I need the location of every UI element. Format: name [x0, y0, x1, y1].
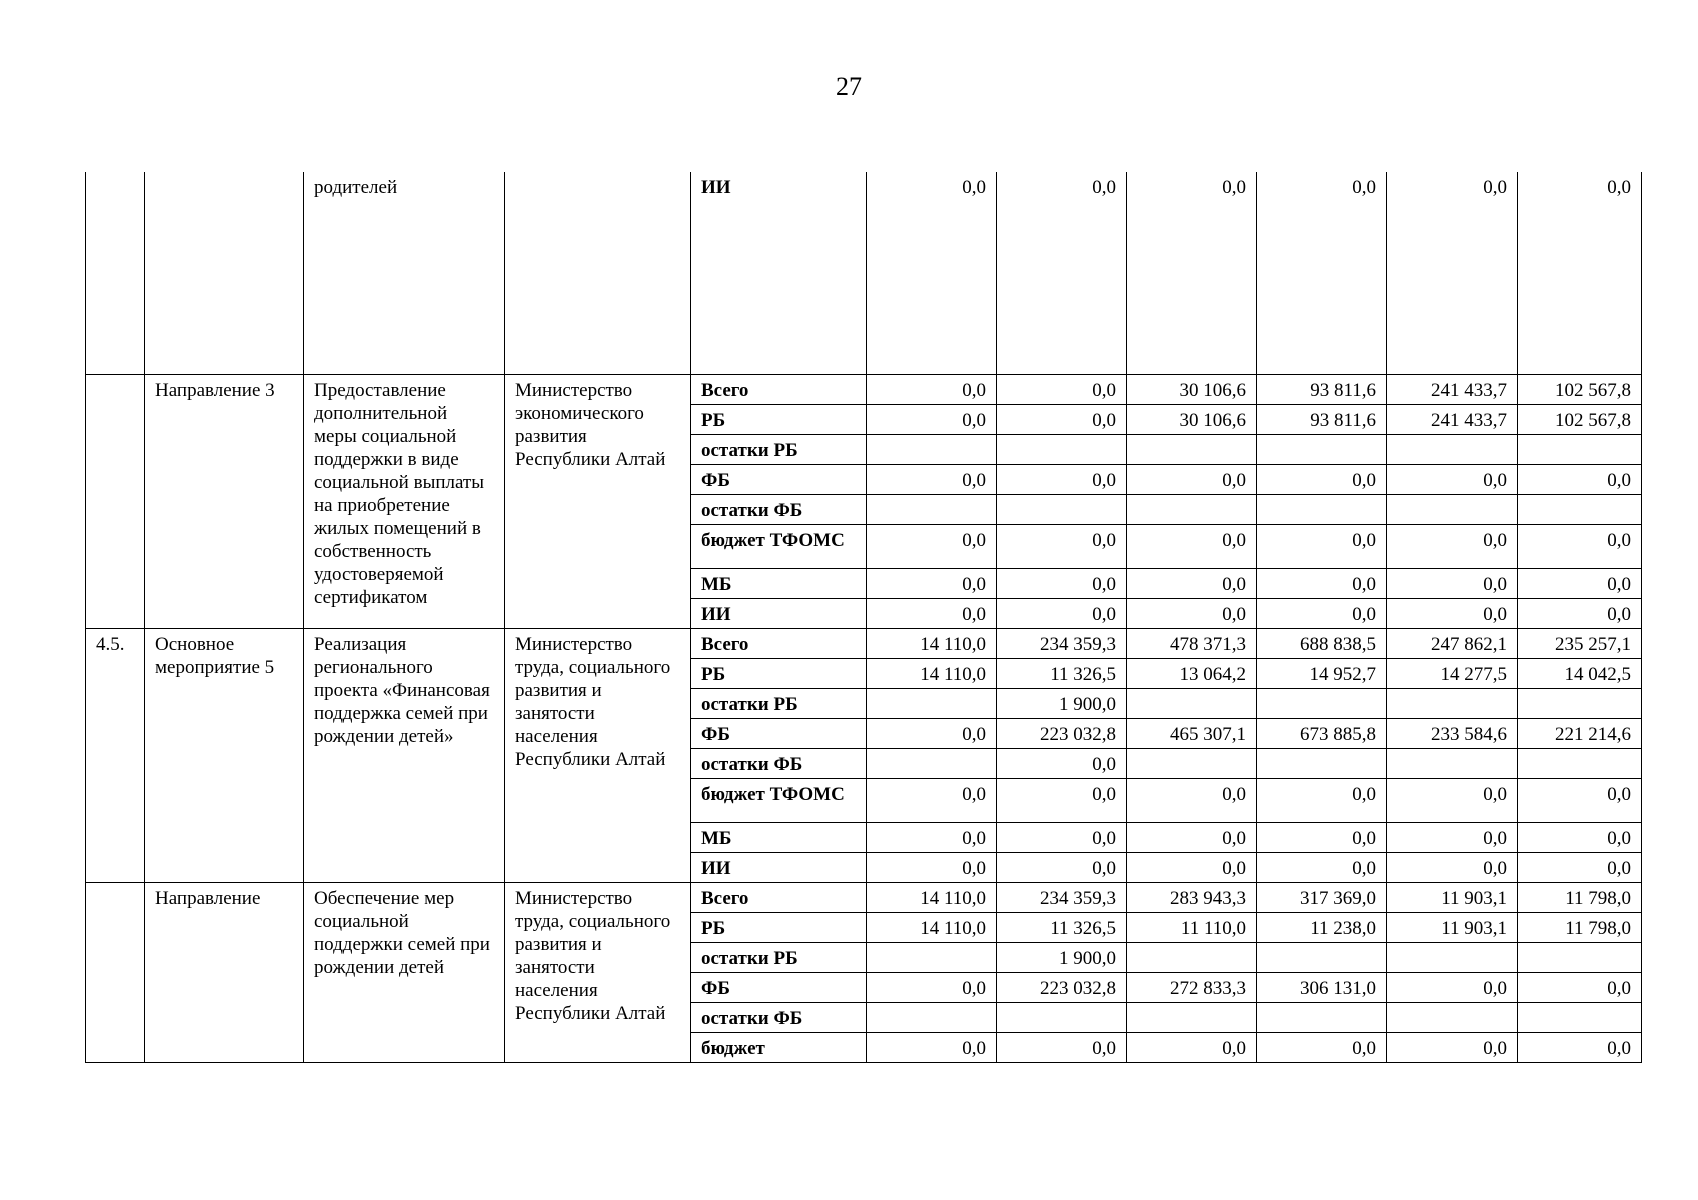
cell-amount: 306 131,0	[1257, 972, 1387, 1002]
cell-amount: 0,0	[1257, 598, 1387, 628]
cell-number	[86, 882, 145, 1062]
cell-number	[86, 172, 145, 374]
cell-executor: Министерство труда, социального развития и занятости населения Республики Алтай	[505, 882, 691, 1062]
cell-amount	[867, 494, 997, 524]
cell-funding-source: Всего	[691, 374, 867, 404]
cell-event-name: Направление 3	[145, 374, 304, 628]
cell-amount: 0,0	[997, 374, 1127, 404]
cell-amount: 0,0	[1518, 464, 1642, 494]
cell-amount: 0,0	[867, 598, 997, 628]
cell-amount: 11 798,0	[1518, 882, 1642, 912]
cell-amount: 221 214,6	[1518, 718, 1642, 748]
cell-amount: 0,0	[867, 568, 997, 598]
cell-amount: 234 359,3	[997, 882, 1127, 912]
cell-amount: 478 371,3	[1127, 628, 1257, 658]
cell-amount: 1 900,0	[997, 688, 1127, 718]
cell-amount: 11 903,1	[1387, 882, 1518, 912]
cell-amount: 14 110,0	[867, 882, 997, 912]
table-body	[86, 172, 1642, 1062]
cell-amount: 0,0	[1127, 1032, 1257, 1062]
cell-amount	[1257, 1002, 1387, 1032]
cell-amount: 0,0	[1387, 778, 1518, 822]
cell-funding-source: Всего	[691, 882, 867, 912]
cell-funding-source: МБ	[691, 568, 867, 598]
cell-amount	[1127, 688, 1257, 718]
cell-funding-source: бюджет	[691, 1032, 867, 1062]
cell-funding-source: остатки ФБ	[691, 748, 867, 778]
cell-amount: 0,0	[1387, 598, 1518, 628]
cell-funding-source: остатки ФБ	[691, 494, 867, 524]
cell-executor: Министерство труда, социального развития и занятости населения Республики Алтай	[505, 628, 691, 882]
cell-amount: 673 885,8	[1257, 718, 1387, 748]
cell-amount: 14 110,0	[867, 628, 997, 658]
cell-amount: 234 359,3	[997, 628, 1127, 658]
cell-amount: 14 110,0	[867, 912, 997, 942]
cell-amount: 0,0	[997, 748, 1127, 778]
cell-amount	[1387, 1002, 1518, 1032]
cell-amount	[1257, 494, 1387, 524]
cell-amount: 0,0	[1518, 822, 1642, 852]
cell-amount	[1387, 942, 1518, 972]
cell-amount: 0,0	[997, 568, 1127, 598]
cell-amount	[1257, 942, 1387, 972]
cell-amount: 0,0	[1387, 822, 1518, 852]
cell-amount: 688 838,5	[1257, 628, 1387, 658]
cell-amount	[997, 1002, 1127, 1032]
cell-amount: 102 567,8	[1518, 374, 1642, 404]
cell-amount	[867, 942, 997, 972]
cell-amount: 0,0	[1127, 172, 1257, 374]
cell-funding-source: ИИ	[691, 598, 867, 628]
cell-amount: 30 106,6	[1127, 374, 1257, 404]
cell-amount: 93 811,6	[1257, 404, 1387, 434]
cell-amount	[1387, 494, 1518, 524]
cell-amount: 0,0	[867, 464, 997, 494]
cell-amount: 241 433,7	[1387, 374, 1518, 404]
cell-amount	[867, 748, 997, 778]
cell-amount	[1127, 1002, 1257, 1032]
cell-amount: 241 433,7	[1387, 404, 1518, 434]
cell-amount: 0,0	[1518, 778, 1642, 822]
cell-amount: 0,0	[1518, 598, 1642, 628]
cell-amount: 0,0	[1257, 822, 1387, 852]
cell-amount: 0,0	[997, 524, 1127, 568]
cell-event-name: Основное мероприятие 5	[145, 628, 304, 882]
cell-amount	[1257, 434, 1387, 464]
cell-amount: 11 326,5	[997, 658, 1127, 688]
cell-amount: 0,0	[867, 172, 997, 374]
cell-amount: 1 900,0	[997, 942, 1127, 972]
cell-amount: 0,0	[997, 1032, 1127, 1062]
cell-amount: 0,0	[997, 404, 1127, 434]
cell-amount	[997, 494, 1127, 524]
cell-amount: 0,0	[1518, 524, 1642, 568]
cell-amount	[1518, 1002, 1642, 1032]
cell-amount: 0,0	[1127, 778, 1257, 822]
cell-amount: 0,0	[1387, 972, 1518, 1002]
cell-event-name: Направление	[145, 882, 304, 1062]
cell-funding-source: ФБ	[691, 972, 867, 1002]
cell-amount	[867, 434, 997, 464]
cell-amount	[1518, 688, 1642, 718]
cell-event-name	[145, 172, 304, 374]
cell-number	[86, 374, 145, 628]
cell-number: 4.5.	[86, 628, 145, 882]
cell-funding-source: Всего	[691, 628, 867, 658]
cell-amount	[1257, 688, 1387, 718]
cell-description: Реализация регионального проекта «Финансовая поддержка семей при рождении детей»	[304, 628, 505, 882]
cell-amount: 0,0	[1257, 464, 1387, 494]
cell-amount	[1518, 942, 1642, 972]
cell-amount: 13 064,2	[1127, 658, 1257, 688]
cell-amount: 272 833,3	[1127, 972, 1257, 1002]
cell-description: Предоставление дополнительной меры социальной поддержки в виде социальной выплаты на приобретение жилых помещений в собственность удостоверяемой сертификатом	[304, 374, 505, 628]
cell-funding-source: остатки РБ	[691, 942, 867, 972]
cell-amount: 283 943,3	[1127, 882, 1257, 912]
cell-executor: Министерство экономического развития Республики Алтай	[505, 374, 691, 628]
cell-amount	[1518, 748, 1642, 778]
cell-amount: 0,0	[1257, 852, 1387, 882]
cell-amount: 0,0	[1387, 568, 1518, 598]
cell-funding-source: ФБ	[691, 718, 867, 748]
cell-amount	[1518, 434, 1642, 464]
page-number: 27	[836, 72, 862, 101]
cell-amount: 0,0	[867, 374, 997, 404]
cell-description: родителей	[304, 172, 505, 374]
cell-amount: 0,0	[867, 972, 997, 1002]
cell-amount: 0,0	[867, 852, 997, 882]
cell-amount: 0,0	[1387, 172, 1518, 374]
cell-funding-source: МБ	[691, 822, 867, 852]
cell-amount: 0,0	[867, 404, 997, 434]
cell-amount: 0,0	[997, 822, 1127, 852]
cell-amount: 0,0	[867, 778, 997, 822]
cell-amount: 11 326,5	[997, 912, 1127, 942]
cell-amount: 0,0	[1387, 524, 1518, 568]
cell-amount	[1127, 434, 1257, 464]
cell-amount: 11 903,1	[1387, 912, 1518, 942]
cell-amount: 0,0	[1387, 464, 1518, 494]
cell-funding-source: остатки ФБ	[691, 1002, 867, 1032]
cell-amount	[1387, 688, 1518, 718]
table-row	[86, 882, 1642, 912]
cell-amount: 0,0	[1127, 598, 1257, 628]
cell-amount	[1387, 434, 1518, 464]
cell-amount: 233 584,6	[1387, 718, 1518, 748]
cell-amount	[1387, 748, 1518, 778]
cell-amount	[1257, 748, 1387, 778]
cell-funding-source: ФБ	[691, 464, 867, 494]
cell-amount: 102 567,8	[1518, 404, 1642, 434]
cell-amount: 223 032,8	[997, 718, 1127, 748]
cell-amount: 0,0	[1257, 568, 1387, 598]
cell-funding-source: РБ	[691, 404, 867, 434]
cell-amount: 14 042,5	[1518, 658, 1642, 688]
cell-amount	[1127, 494, 1257, 524]
cell-amount: 0,0	[1518, 972, 1642, 1002]
cell-amount: 0,0	[867, 524, 997, 568]
cell-amount: 0,0	[1127, 568, 1257, 598]
cell-amount: 0,0	[867, 718, 997, 748]
cell-amount	[1518, 494, 1642, 524]
cell-funding-source: бюджет ТФОМС	[691, 778, 867, 822]
cell-funding-source: РБ	[691, 658, 867, 688]
cell-amount: 0,0	[997, 172, 1127, 374]
cell-amount	[867, 1002, 997, 1032]
cell-amount: 0,0	[1127, 464, 1257, 494]
cell-amount: 0,0	[1518, 852, 1642, 882]
cell-amount: 0,0	[997, 598, 1127, 628]
cell-funding-source: остатки РБ	[691, 688, 867, 718]
cell-amount: 0,0	[1257, 778, 1387, 822]
cell-amount: 0,0	[867, 1032, 997, 1062]
cell-amount	[1127, 942, 1257, 972]
cell-amount: 93 811,6	[1257, 374, 1387, 404]
budget-table	[85, 172, 1642, 1063]
cell-executor	[505, 172, 691, 374]
cell-amount: 0,0	[1257, 1032, 1387, 1062]
cell-amount: 223 032,8	[997, 972, 1127, 1002]
cell-amount: 30 106,6	[1127, 404, 1257, 434]
cell-amount: 0,0	[1387, 1032, 1518, 1062]
cell-funding-source: РБ	[691, 912, 867, 942]
table-row	[86, 628, 1642, 658]
cell-amount: 11 110,0	[1127, 912, 1257, 942]
cell-amount: 0,0	[1127, 852, 1257, 882]
cell-amount: 0,0	[997, 778, 1127, 822]
cell-amount: 11 238,0	[1257, 912, 1387, 942]
cell-amount: 14 952,7	[1257, 658, 1387, 688]
cell-amount: 14 277,5	[1387, 658, 1518, 688]
cell-amount	[997, 434, 1127, 464]
cell-amount: 14 110,0	[867, 658, 997, 688]
cell-amount: 0,0	[1257, 524, 1387, 568]
cell-amount: 0,0	[997, 852, 1127, 882]
cell-amount: 0,0	[1127, 822, 1257, 852]
cell-funding-source: бюджет ТФОМС	[691, 524, 867, 568]
cell-funding-source: ИИ	[691, 852, 867, 882]
cell-amount: 0,0	[997, 464, 1127, 494]
table-row	[86, 172, 1642, 374]
cell-amount: 247 862,1	[1387, 628, 1518, 658]
cell-amount: 0,0	[1518, 1032, 1642, 1062]
table-row	[86, 374, 1642, 404]
cell-amount: 0,0	[1127, 524, 1257, 568]
cell-amount: 0,0	[1257, 172, 1387, 374]
cell-amount: 0,0	[1518, 568, 1642, 598]
cell-amount: 0,0	[1518, 172, 1642, 374]
cell-amount	[867, 688, 997, 718]
cell-amount	[1127, 748, 1257, 778]
cell-amount: 0,0	[867, 822, 997, 852]
cell-funding-source: остатки РБ	[691, 434, 867, 464]
cell-amount: 235 257,1	[1518, 628, 1642, 658]
cell-amount: 317 369,0	[1257, 882, 1387, 912]
cell-description: Обеспечение мер социальной поддержки семей при рождении детей	[304, 882, 505, 1062]
cell-amount: 11 798,0	[1518, 912, 1642, 942]
cell-amount: 0,0	[1387, 852, 1518, 882]
cell-amount: 465 307,1	[1127, 718, 1257, 748]
cell-funding-source: ИИ	[691, 172, 867, 374]
